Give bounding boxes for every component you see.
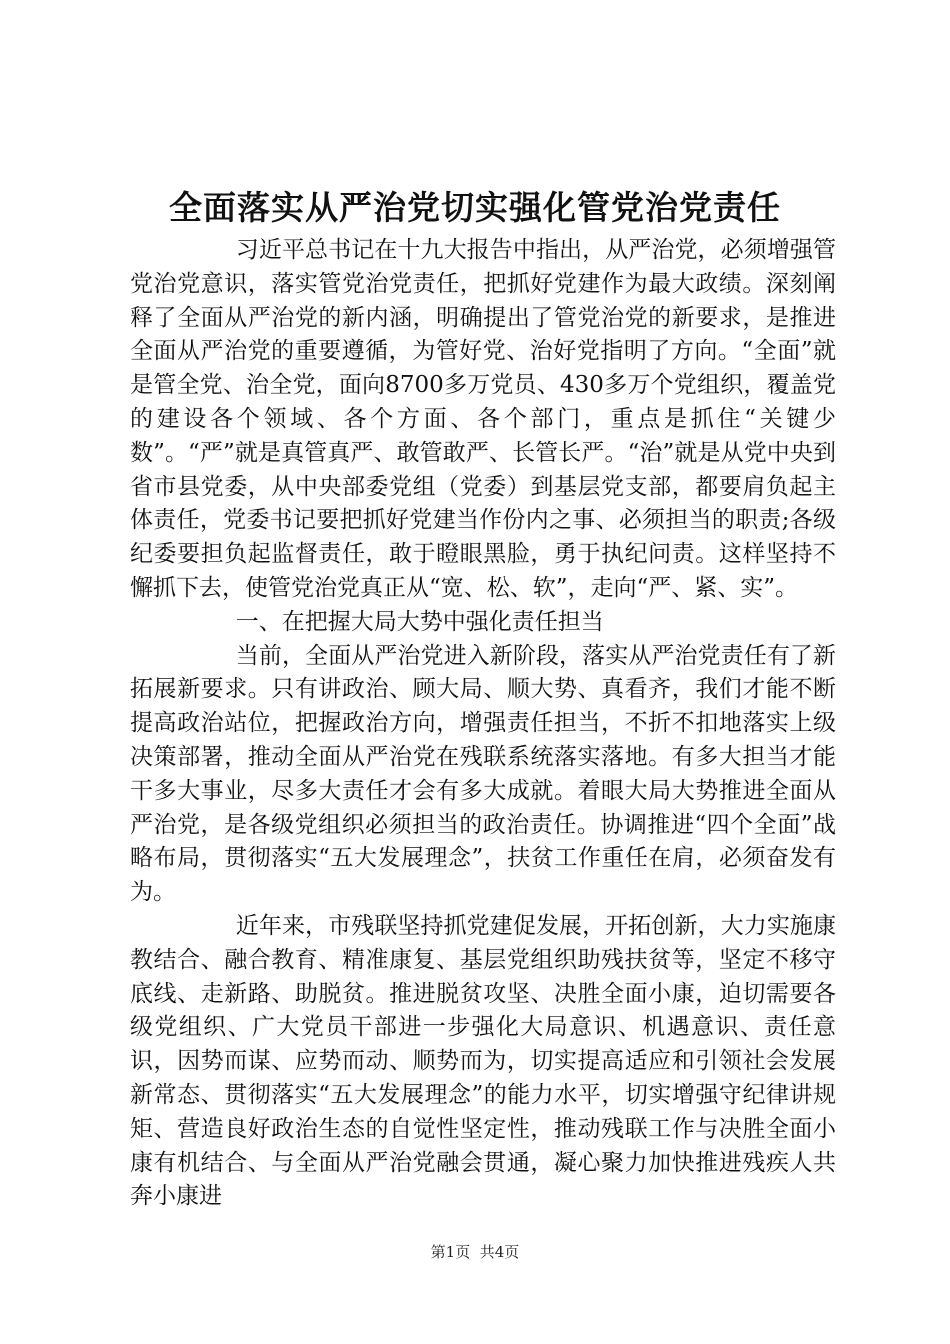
paragraph-recent-years: 近年来，市残联坚持抓党建促发展，开拓创新，大力实施康教结合、融合教育、精准康复、基层党组织助残扶贫等，坚定不移守底线、走新路、助脱贫。推进脱贫攻坚、决胜全面小康，迫切需要各级党组织、广大党员干部进一步强化大局意识、机遇意识、责任意识，因势而谋、应势而动、顺势而为，切实提高适应和引领社会发展新常态、贯彻落实“五大发展理念”的能力水平，切实增强守纪律讲规矩、营造良好政治生态的自觉性坚定性，推动残联工作与决胜全面小康有机结合、与全面从严治党融会贯通，凝心聚力加快推进残疾人共奔小康进	[130, 912, 836, 1210]
paragraph-intro: 习近平总书记在十九大报告中指出，从严治党，必须增强管党治党意识，落实管党治党责任，把抓好党建作为最大政绩。深刻阐释了全面从严治党的新内涵，明确提出了管党治党的新要求，是推进全面从严治党的重要遵循，为管好党、治好党指明了方向。“全面”就是管全党、治全党，面向8700多万党员、430多万个党组织，覆盖党的建设各个领域、各个方面、各个部门，重点是抓住“关键少数”。“严”就是真管真严、敢管敢严、长管长严。“治”就是从党中央到省市县党委，从中央部委党组（党委）到基层党支部，都要肩负起主体责任，党委书记要把抓好党建当作份内之事、必须担当的职责;各级纪委要担负起监督责任，敢于瞪眼黑脸，勇于执纪问责。这样坚持不懈抓下去，使管党治党真正从“宽、松、软”，走向“严、紧、实”。	[130, 237, 836, 601]
page-footer	[0, 1242, 950, 1262]
document-body	[130, 234, 836, 1214]
page-number: 第1页	[430, 1243, 471, 1261]
document-title: 全面落实从严治党切实强化管党治党责任	[169, 188, 781, 227]
section-heading-1: 一、在把握大局大势中强化责任担当	[235, 608, 604, 635]
paragraph-current: 当前，全面从严治党进入新阶段，落实从严治党责任有了新拓展新要求。只有讲政治、顾大局、顺大势、真看齐，我们才能不断提高政治站位，把握政治方向，增强责任担当，不折不扣地落实上级决策部署，推动全面从严治党在残联系统落实落地。有多大担当才能干多大事业，尽多大责任才会有多大成就。着眼大局大势推进全面从严治党，是各级党组织必须担当的政治责任。协调推进“四个全面”战略布局，贯彻落实“五大发展理念”，扶贫工作重任在肩，必须奋发有为。	[130, 642, 836, 906]
page-total: 共4页	[479, 1243, 520, 1261]
